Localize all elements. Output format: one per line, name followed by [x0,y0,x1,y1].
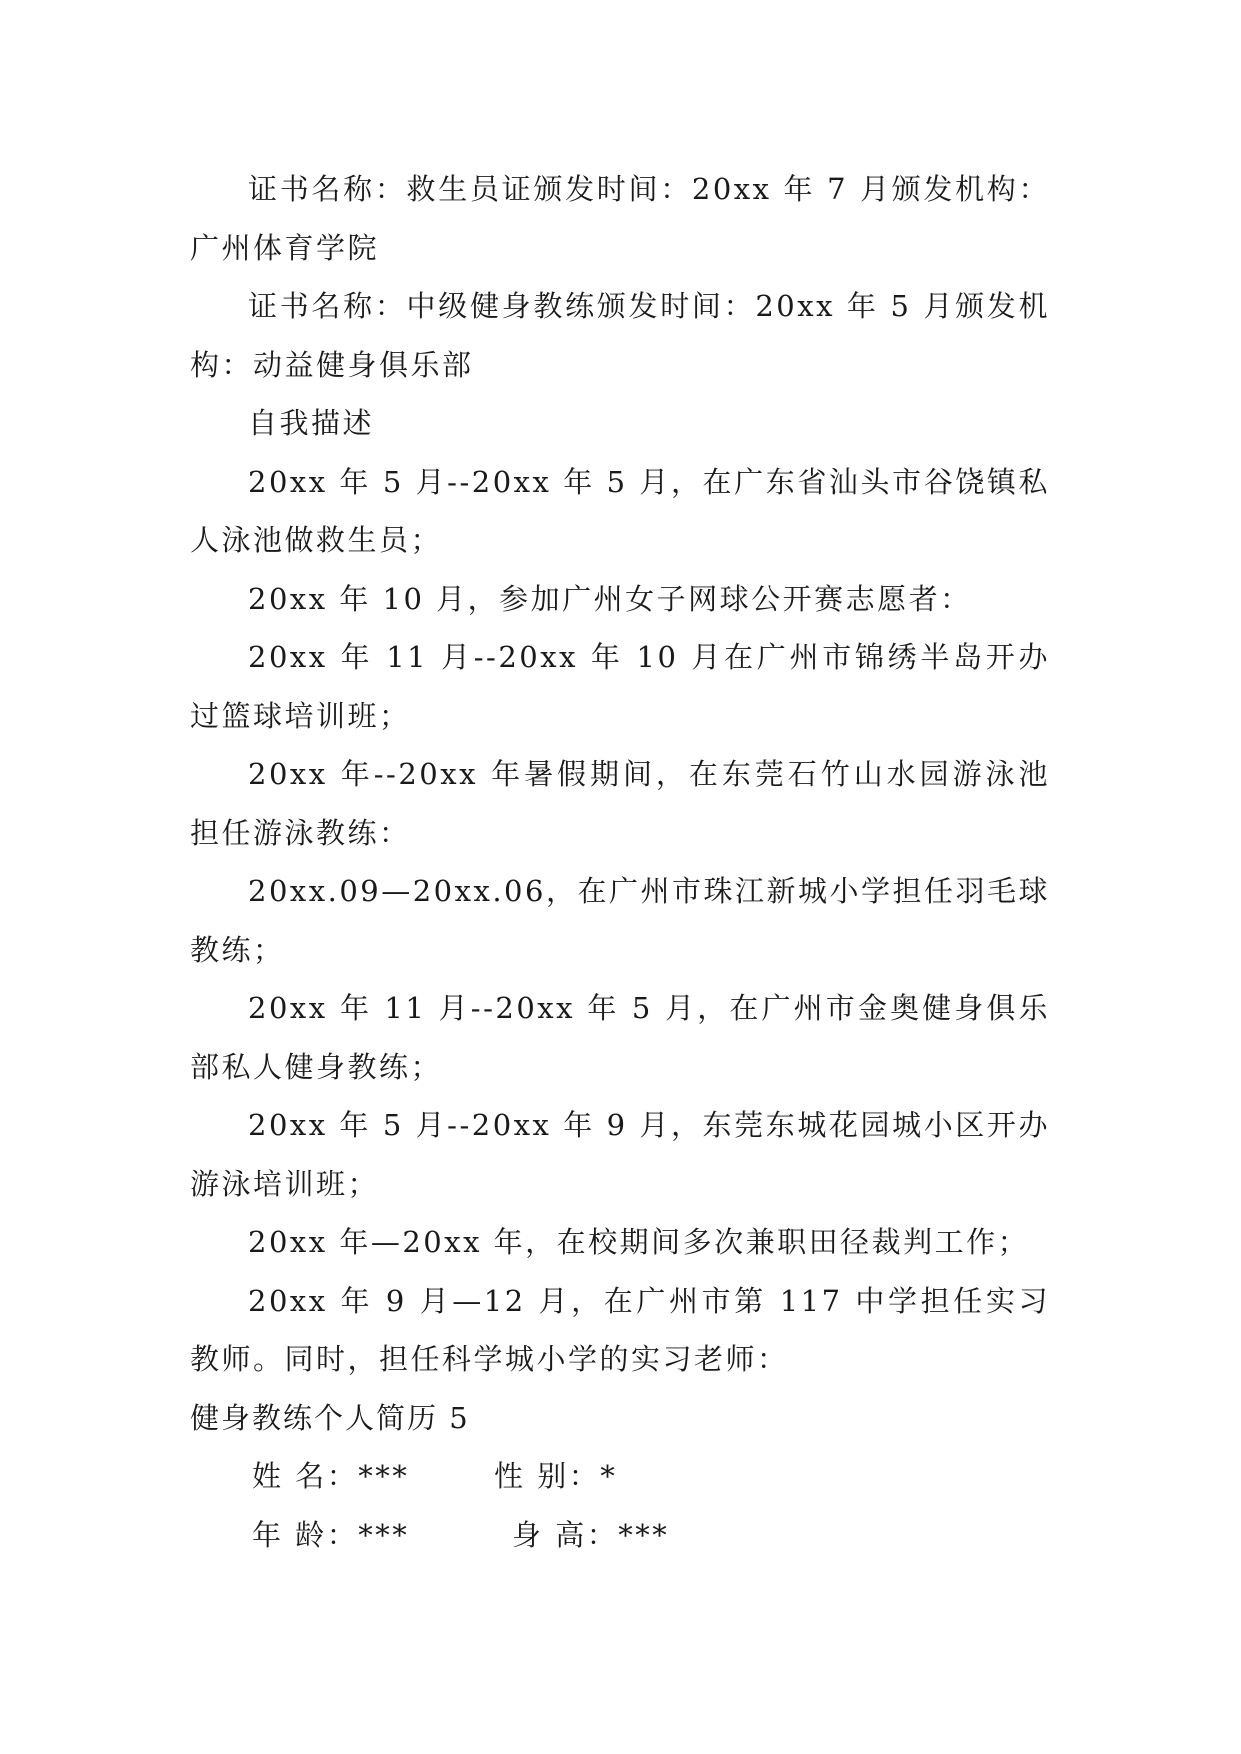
experience-paragraph: 20xx 年 5 月--20xx 年 9 月，东莞东城花园城小区开办游泳培训班； [190,1108,1050,1201]
age-field: 年 龄：*** [252,1517,410,1552]
experience-paragraph: 20xx 年 9 月—12 月，在广州市第 117 中学担任实习教师。同时，担任科学城小学的实习老师： [190,1283,1050,1376]
experience-paragraph: 20xx 年 10 月，参加广州女子网球公开赛志愿者： [248,581,972,616]
experience-paragraph: 20xx 年—20xx 年，在校期间多次兼职田径裁判工作； [248,1225,1030,1259]
self-description-heading: 自我描述 [248,406,375,440]
field-row-name-gender [190,1447,1050,1506]
experience-paragraph: 20xx 年--20xx 年暑假期间，在东莞石竹山水园游泳池担任游泳教练： [190,757,1050,850]
height-field: 身 高：*** [512,1517,670,1552]
cert-paragraph-2: 证书名称：中级健身教练颁发时间：20xx 年 5 月颁发机构：动益健身俱乐部 [190,289,1050,382]
experience-paragraph: 20xx 年 11 月--20xx 年 5 月，在广州市金奥健身俱乐部私人健身教练； [190,991,1050,1084]
name-field: 姓 名：*** [252,1459,410,1493]
field-row-age-height [190,1506,1050,1565]
experience-paragraph: 20xx.09—20xx.06，在广州市珠江新城小学担任羽毛球教练； [190,874,1050,967]
document-body [190,160,1050,1564]
cert-paragraph-1: 证书名称：救生员证颁发时间：20xx 年 7 月颁发机构：广州体育学院 [190,172,1050,265]
resume-section-title: 健身教练个人简历 5 [190,1400,470,1435]
experience-paragraph: 20xx 年 11 月--20xx 年 10 月在广州市锦绣半岛开办过篮球培训班； [190,640,1050,733]
gender-field: 性 别：* [494,1459,618,1493]
experience-paragraph: 20xx 年 5 月--20xx 年 5 月，在广东省汕头市谷饶镇私人泳池做救生员； [190,464,1050,557]
